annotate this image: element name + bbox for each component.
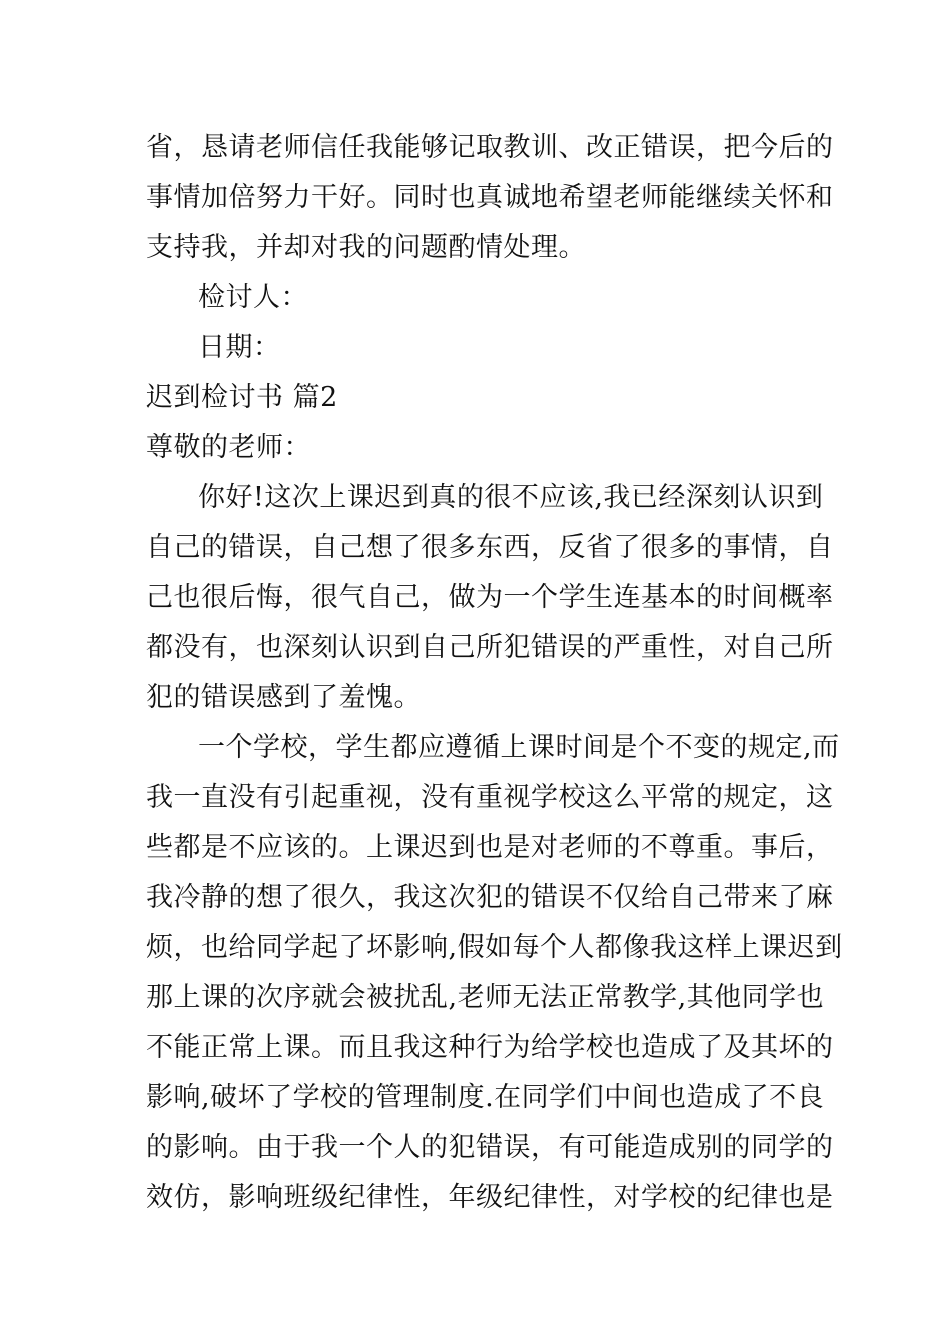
text-line: 己也很后悔，很气自己，做为一个学生连基本的时间概率 (146, 582, 834, 613)
text-line: 支持我，并却对我的问题酌情处理。 (146, 232, 586, 263)
text-line: 一个学校，学生都应遵循上课时间是个不变的规定,而 (198, 732, 840, 763)
text-line: 些都是不应该的。上课迟到也是对老师的不尊重。事后， (146, 832, 834, 863)
text-line: 都没有，也深刻认识到自己所犯错误的严重性，对自己所 (146, 632, 834, 663)
section-heading: 迟到检讨书 篇2 (146, 382, 338, 413)
text-line: 自己的错误，自己想了很多东西，反省了很多的事情，自 (146, 532, 834, 563)
text-line: 你好!这次上课迟到真的很不应该,我已经深刻认识到 (198, 482, 824, 513)
date-label: 日期： (198, 332, 281, 363)
text-line: 我冷静的想了很久，我这次犯的错误不仅给自己带来了麻 (146, 882, 834, 913)
text-line: 犯的错误感到了羞愧。 (146, 682, 421, 713)
salutation: 尊敬的老师： (146, 432, 311, 463)
text-line: 我一直没有引起重视，没有重视学校这么平常的规定，这 (146, 782, 834, 813)
text-line: 影响,破坏了学校的管理制度.在同学们中间也造成了不良 (146, 1082, 825, 1113)
text-line: 省，恳请老师信任我能够记取教训、改正错误，把今后的 (146, 132, 834, 163)
signature-label: 检讨人： (198, 282, 308, 313)
text-line: 效仿，影响班级纪律性，年级纪律性，对学校的纪律也是 (146, 1182, 834, 1213)
text-line: 不能正常上课。而且我这种行为给学校也造成了及其坏的 (146, 1032, 834, 1063)
text-line: 的影响。由于我一个人的犯错误，有可能造成别的同学的 (146, 1132, 834, 1163)
text-line: 那上课的次序就会被扰乱,老师无法正常教学,其他同学也 (146, 982, 825, 1013)
text-line: 烦，也给同学起了坏影响,假如每个人都像我这样上课迟到 (146, 932, 843, 963)
text-line: 事情加倍努力干好。同时也真诚地希望老师能继续关怀和 (146, 182, 834, 213)
